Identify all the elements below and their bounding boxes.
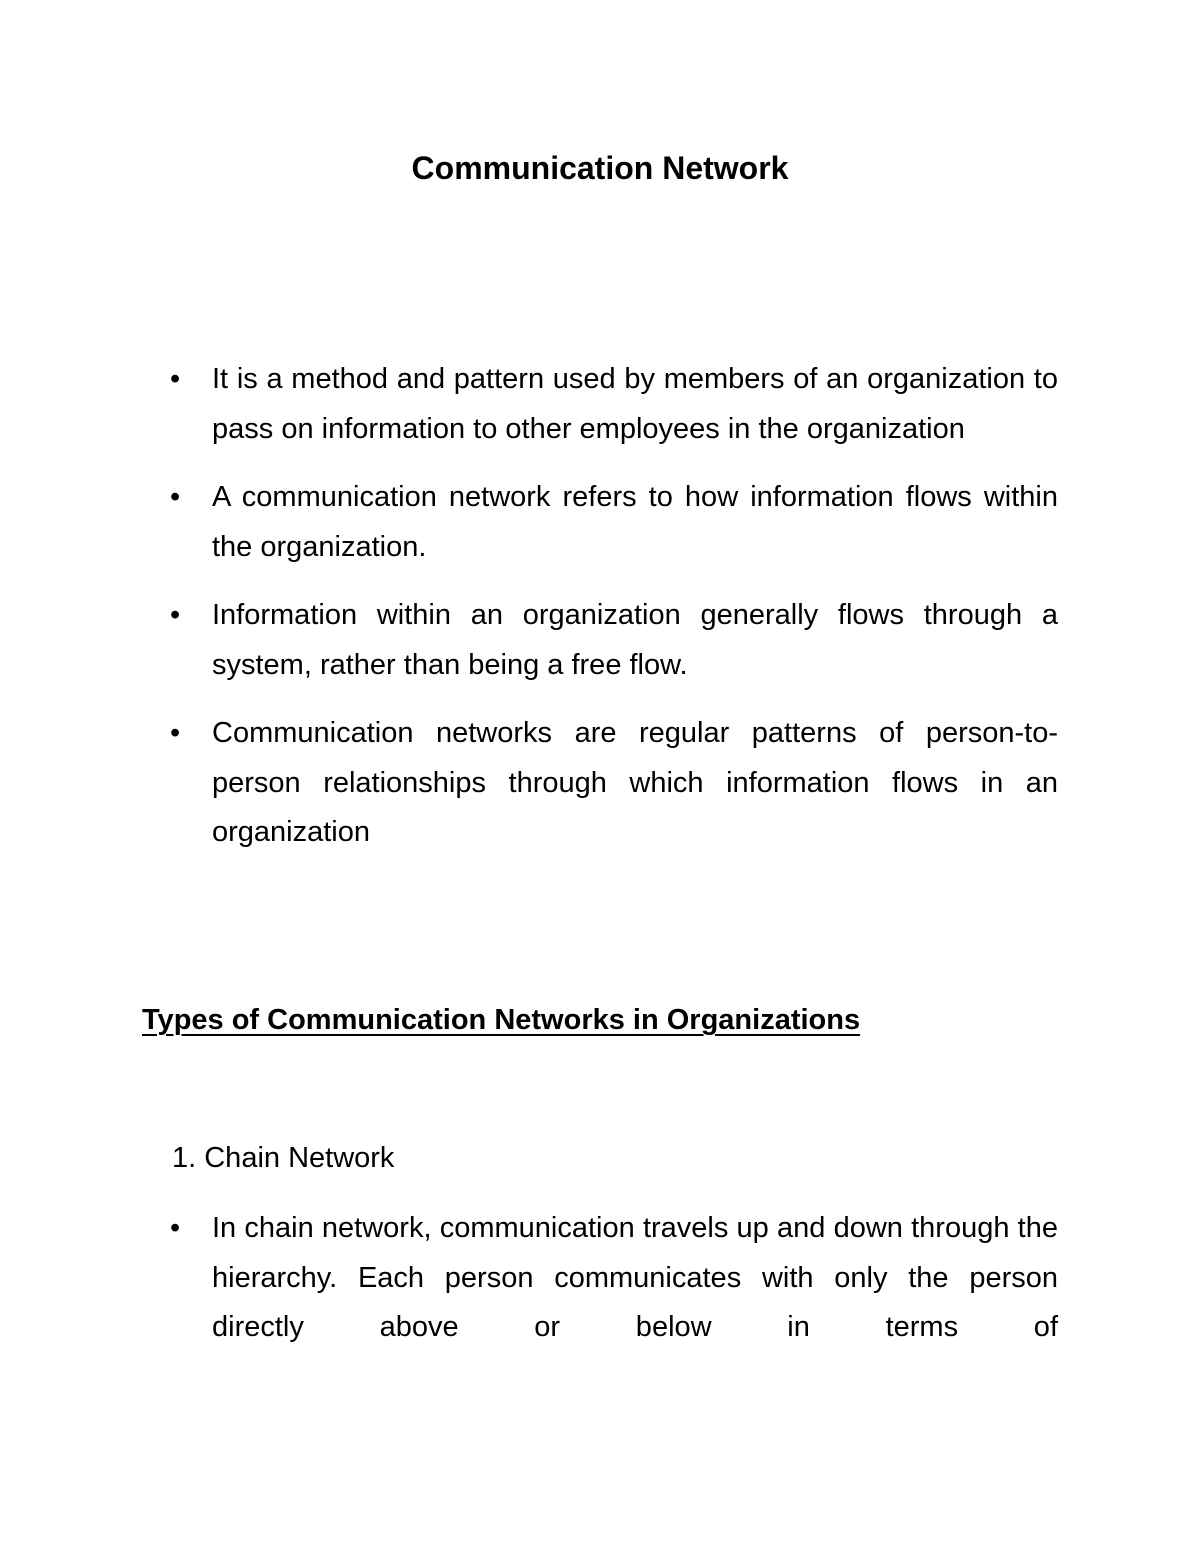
bullet-icon: • xyxy=(170,599,181,631)
bullet-text: Information within an organization generally flows through a system, rather than being a free flow. xyxy=(212,599,1058,681)
bullet-text: A communication network refers to how information flows within the organization. xyxy=(212,481,1058,563)
bullet-text: It is a method and pattern used by members of an organization to pass on information to other employees in the organization xyxy=(212,363,1058,445)
chain-network-subheading: 1. Chain Network xyxy=(172,1142,395,1174)
list-item xyxy=(170,355,1058,454)
section-heading: Types of Communication Networks in Organizations xyxy=(142,1004,861,1036)
bullet-icon: • xyxy=(170,363,181,395)
page-title: Communication Network xyxy=(411,150,789,186)
list-item xyxy=(170,709,1058,858)
bullet-icon: • xyxy=(170,481,181,513)
list-item xyxy=(170,1204,1058,1353)
list-item xyxy=(170,473,1058,572)
list-item xyxy=(170,591,1058,690)
chain-bullet-list xyxy=(170,1204,1058,1372)
bullet-text: In chain network, communication travels up and down through the hierarchy. Each person communicates with only the person directly above or below in terms of xyxy=(212,1212,1058,1343)
bullet-icon: • xyxy=(170,1212,181,1244)
bullet-text: Communication networks are regular patterns of person-to-person relationships through which information flows in an organization xyxy=(212,717,1058,848)
intro-bullet-list xyxy=(170,355,1058,877)
bullet-icon: • xyxy=(170,717,181,749)
